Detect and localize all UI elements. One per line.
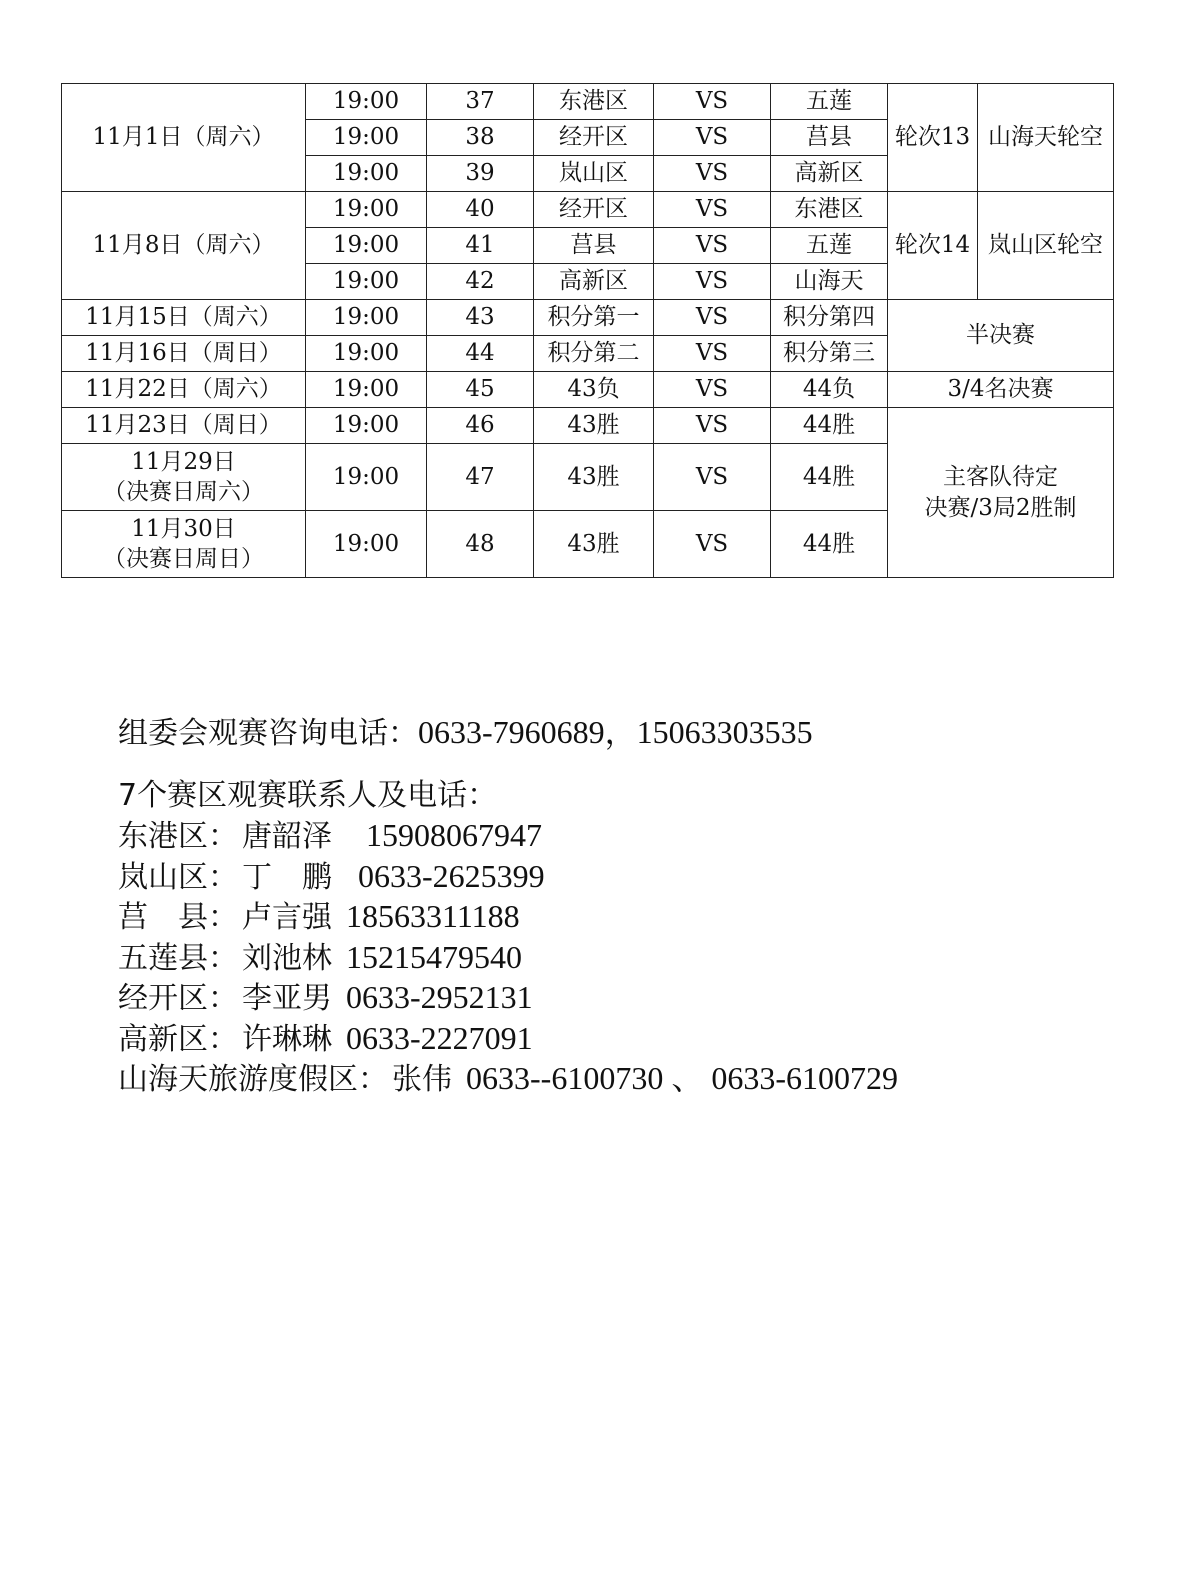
match-number: 48 — [427, 511, 534, 578]
match-date: 11月16日（周日） — [62, 336, 306, 372]
stage-note: 3/4名决赛 — [888, 372, 1114, 408]
home-team: 积分第二 — [534, 336, 654, 372]
match-number: 47 — [427, 444, 534, 511]
list-item — [118, 978, 898, 1019]
match-time: 19:00 — [306, 264, 427, 300]
stage-note: 半决赛 — [888, 300, 1114, 372]
schedule-table — [61, 83, 1114, 578]
table-row — [62, 84, 1114, 120]
match-time: 19:00 — [306, 156, 427, 192]
away-team: 44胜 — [771, 444, 888, 511]
match-number: 42 — [427, 264, 534, 300]
match-number: 39 — [427, 156, 534, 192]
table-row — [62, 192, 1114, 228]
away-team: 积分第四 — [771, 300, 888, 336]
match-time: 19:00 — [306, 84, 427, 120]
table-row — [62, 408, 1114, 444]
contact-person: 张伟 — [392, 1062, 452, 1097]
table-row — [62, 372, 1114, 408]
vs-label: VS — [654, 444, 771, 511]
contact-phone: 0633-2227091 — [346, 1019, 533, 1056]
match-time: 19:00 — [306, 336, 427, 372]
match-number: 37 — [427, 84, 534, 120]
contact-area: 东港区： — [118, 819, 238, 854]
contact-phone: 15215479540 — [346, 938, 522, 975]
match-number: 38 — [427, 120, 534, 156]
round-label: 轮次13 — [888, 84, 978, 192]
match-time: 19:00 — [306, 511, 427, 578]
list-item — [118, 816, 898, 857]
contact-person: 李亚男 — [242, 981, 332, 1016]
vs-label: VS — [654, 408, 771, 444]
contact-area: 五莲县： — [118, 940, 238, 976]
match-time: 19:00 — [306, 120, 427, 156]
vs-label: VS — [654, 192, 771, 228]
match-date — [62, 511, 306, 578]
vs-label: VS — [654, 264, 771, 300]
away-team: 东港区 — [771, 192, 888, 228]
contacts-list — [118, 816, 898, 1100]
away-team: 积分第三 — [771, 336, 888, 372]
home-team: 积分第一 — [534, 300, 654, 336]
finals-note — [888, 408, 1114, 578]
match-date: 11月15日（周六） — [62, 300, 306, 336]
home-team: 东港区 — [534, 84, 654, 120]
contact-area: 岚山区： — [118, 859, 238, 895]
match-time: 19:00 — [306, 192, 427, 228]
match-number: 46 — [427, 408, 534, 444]
vs-label: VS — [654, 511, 771, 578]
hotline-label: 组委会观赛咨询电话： — [118, 716, 418, 751]
contact-phone: 15908067947 — [366, 817, 542, 853]
bye-team: 山海天轮空 — [978, 84, 1114, 192]
match-number: 41 — [427, 228, 534, 264]
home-team: 高新区 — [534, 264, 654, 300]
home-team: 莒县 — [534, 228, 654, 264]
list-item — [118, 857, 898, 898]
contact-area: 高新区： — [118, 1021, 238, 1057]
match-time: 19:00 — [306, 228, 427, 264]
match-date-line2: （决赛日周日） — [103, 546, 264, 572]
match-date: 11月23日（周日） — [62, 408, 306, 444]
match-date-line1: 11月30日 — [131, 516, 236, 542]
contact-area: 山海天旅游度假区： — [118, 1062, 388, 1097]
match-time: 19:00 — [306, 444, 427, 511]
contact-person: 卢言强 — [242, 900, 332, 935]
away-team: 山海天 — [771, 264, 888, 300]
vs-label: VS — [654, 120, 771, 156]
list-item — [118, 897, 898, 938]
match-date: 11月22日（周六） — [62, 372, 306, 408]
contact-area: 莒 县： — [118, 900, 238, 935]
bye-team: 岚山区轮空 — [978, 192, 1114, 300]
away-team: 莒县 — [771, 120, 888, 156]
away-team: 44负 — [771, 372, 888, 408]
contact-person: 许琳琳 — [242, 1021, 332, 1057]
match-number: 40 — [427, 192, 534, 228]
match-date-line2: （决赛日周六） — [103, 479, 264, 505]
contact-phone: 0633-2952131 — [346, 979, 533, 1015]
home-team: 经开区 — [534, 120, 654, 156]
match-number: 43 — [427, 300, 534, 336]
away-team: 44胜 — [771, 511, 888, 578]
match-time: 19:00 — [306, 372, 427, 408]
home-team: 43胜 — [534, 408, 654, 444]
vs-label: VS — [654, 372, 771, 408]
vs-label: VS — [654, 300, 771, 336]
away-team: 44胜 — [771, 408, 888, 444]
vs-label: VS — [654, 156, 771, 192]
hotline-line — [118, 712, 813, 754]
match-time: 19:00 — [306, 300, 427, 336]
vs-label: VS — [654, 84, 771, 120]
contact-area: 经开区： — [118, 981, 238, 1016]
round-label: 轮次14 — [888, 192, 978, 300]
away-team: 高新区 — [771, 156, 888, 192]
home-team: 43负 — [534, 372, 654, 408]
match-date-line1: 11月29日 — [131, 449, 236, 475]
match-date: 11月1日（周六） — [62, 84, 306, 192]
list-item — [118, 1059, 898, 1100]
list-item — [118, 938, 898, 979]
contact-person: 丁 鹏 — [242, 859, 332, 895]
finals-note-line2: 决赛/3局2胜制 — [924, 494, 1077, 521]
away-team: 五莲 — [771, 228, 888, 264]
home-team: 岚山区 — [534, 156, 654, 192]
home-team: 43胜 — [534, 511, 654, 578]
contacts-title: 7个赛区观赛联系人及电话： — [118, 778, 498, 813]
finals-note-line1: 主客队待定 — [943, 463, 1058, 490]
home-team: 43胜 — [534, 444, 654, 511]
contact-phone: 0633-2625399 — [358, 857, 545, 894]
match-number: 45 — [427, 372, 534, 408]
contact-person: 刘池林 — [242, 940, 332, 976]
contact-phone: 18563311188 — [346, 898, 520, 934]
away-team: 五莲 — [771, 84, 888, 120]
list-item — [118, 1019, 898, 1060]
contact-person: 唐韶泽 — [242, 819, 332, 854]
hotline-numbers: 0633-7960689，15063303535 — [418, 714, 813, 750]
vs-label: VS — [654, 228, 771, 264]
vs-label: VS — [654, 336, 771, 372]
match-date — [62, 444, 306, 511]
match-date: 11月8日（周六） — [62, 192, 306, 300]
table-row — [62, 300, 1114, 336]
match-number: 44 — [427, 336, 534, 372]
match-time: 19:00 — [306, 408, 427, 444]
contact-phone: 0633--6100730 、 0633-6100729 — [466, 1060, 898, 1096]
home-team: 经开区 — [534, 192, 654, 228]
